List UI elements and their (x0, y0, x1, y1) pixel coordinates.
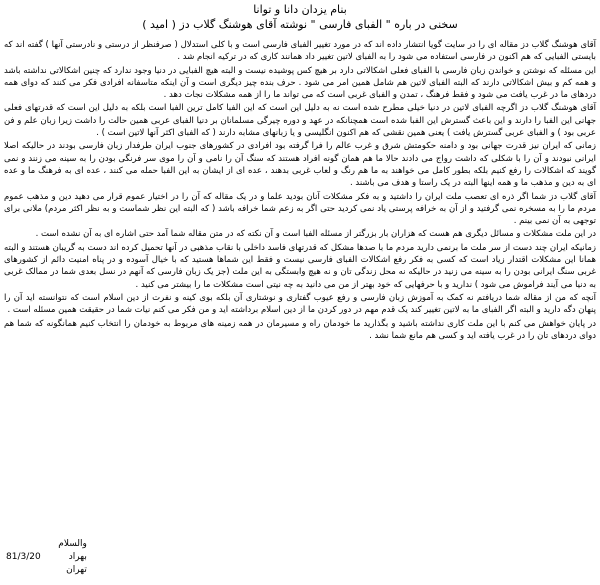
paragraph-2: این مسئله که نوشتن و خواندن زبان فارسی با الفبای فعلی اشکالاتی دارد بر هیچ کس پوشیده نیست و البته هیچ الفبایی در دنیا وجود ندارد که چنین اشکالاتی نداشته باشد و همه کم و بیش اشکالاتی دارند که البته الفبای لاتین هم شامل همین امر می شود . حرف بنده چیز دیگری است و آن اینکه متاسفانه افرادی فکر می کنند که دوای همه دردهای ما در غرب یافت می شود و فقط فرهنگ ، تمدن و الفبای غربی است که می تواند ما را از همه مشکلات نجات دهد . (4, 65, 596, 101)
paragraph-8: آنچه که من از مقاله شما دریافتم نه کمک به آموزش زبان فارسی و رفع عیوب گفتاری و نوشتاری آن بلکه بوی کینه و نفرت از دین اسلام است که نتوانسته اید آن را پنهان دگه دارید و البته اگر الفبای ما به لاتین تغییر کند یک قدم مهم در دور کردن ما از دین اسلام برداشته اید و من فکر می کنم نیات شما در حقیقت همین مسئله است . (4, 292, 596, 316)
salutation: والسلام (58, 539, 87, 549)
document-subtitle: سخنی در باره " الفبای فارسی " نوشته آقای هوشنگ گلاب دز ( امید ) (142, 18, 458, 31)
paragraph-9: در پایان خواهش می کنم با این ملت کاری نداشته باشید و بگذارید ما خودمان راه و مسیرمان در همه زمینه های مربوط به خودمان را انتخاب کنیم همانگونه که شما هم دوای دردهای تان را در غرب یافته اید و کسی هم مانع شما نشد . (4, 318, 596, 341)
document-body (4, 39, 596, 342)
paragraph-3: آقای هوشنگ گلاب دز اگرچه الفبای لاتین در دنیا خیلی مطرح شده است نه به دلیل این است که این الفبا کامل ترین الفبا است بلکه به دلیل این است که قدرتهای فعلی جهانی این الفبا را دارند و این باعث گسترش این الفبا شده است همچنانکه در عهد و دوره چیرگی مسلمانان بر دنیا الفبای عربی همین حالت را داشت زیرا زبان علم و فن عربی بود ) و الفبای عربی گسترش یافت ) یعنی همین نقشی که هم اکنون انگلیسی و یا زبانهای مشابه دارند ( که الفبای اکثر آنها لاتین است ) . (4, 103, 596, 139)
author-name: بهراد (68, 552, 87, 562)
paragraph-6: در این ملت مشکلات و مسائل دیگری هم هست که هزاران بار بزرگتر از مسئله الفبا است و آن نکته که در متن مقاله شما آمد حتی اشاره ای به آن نشده است . (35, 229, 596, 240)
paragraph-4: زمانی که ایران نیز قدرت جهانی بود و دامنه حکومتش شرق و غرب عالم را فرا گرفته بود افرادی در کشورهای جنوب ایران طرفدار زبان فارسی بودند در حالیکه اصلا ایرانی نبودند و آن را با شکلی که داشت رواج می دادند حالا ما هم همان گونه افراد هستند که سنگ آن را نامی و آن را موی سر فرنگی بودن را به سینه می زنند و نمی گویند که اشکالات را رفع کنیم بلکه بطور کامل می خواهند به ما هم رنگ و لعاب غربی بدهند ، عده ای از ایشان به این الفبا حمله می کنند ، عده ای به فرهنگ ما و عده ای به دین و مذهب ما و همه اینها البته در یک راستا و هدف می باشند . (4, 141, 596, 189)
paragraph-5: آقای گلاب دز شما اگر ذره ای تعصب ملت ایران را داشتید و به فکر مشکلات آنان بودید علما و در یک مقاله که آن را در اختیار عموم قرار می دهید دین و مذهب عموم مردم ما را به مسخره نمی گرفتید و از آن به خرافه پرستی یاد نمی کردید حتی اگر به زعم شما خرافه باشد ( که البته این نظر شماست و به نظر اکثر مردم) ملانی برای توجهی به آن نمی بینم . (4, 191, 596, 227)
signature-block (6, 538, 87, 577)
document-header (4, 2, 596, 32)
basmala: بنام یزدان دانا و توانا (253, 3, 347, 16)
paragraph-7: زمانیکه ایران چند دست از سر ملت ما برنمی دارید مردم ما با صدها مشکل که قدرتهای فاسد داخلی با نقاب مذهبی در آنها تحمیل کرده اند دست به گریبان هستند و البته همانا این مشکلات اقتدار زیاد است که کسی به فکر رفع اشکالات الفبای فارسی نیست و فقط این شماها هستید که با خیال آسوده و در پناه امنیت دائم از کشورهای غربی سنگ ایرانی بودن را به سینه می زنید در حالیکه نه محل زندگی تان و نه هیچ وابستگی به این ملت (جز یک زبان فارسی که آنهم در نسل بعدی شما در ممالک غربی به دنیا می آیند فراموش می شود ) ندارید و با حرفهایی که خود بهتر از من می دانید به چه نیتی است مشکلات ما را بیشتر می کنید . (4, 242, 596, 290)
document-date: 81/3/20 (6, 552, 41, 562)
paragraph-1: آقای هوشنگ گلاب دز مقاله ای را در سایت گویا انتشار داده اند که در مورد تغییر الفبای فارسی است و با کلی استدلال ( صرفنظر از درستی و نادرستی آنها ) گفته اند که بایستی الفبایی که هم اکنون در فارسی استفاده می شود را به الفبای لاتین تغییر داد همانند کاری که در ترکیه انجام شد . (4, 40, 596, 63)
city: تهران (66, 565, 87, 575)
author-date-row (6, 551, 87, 564)
